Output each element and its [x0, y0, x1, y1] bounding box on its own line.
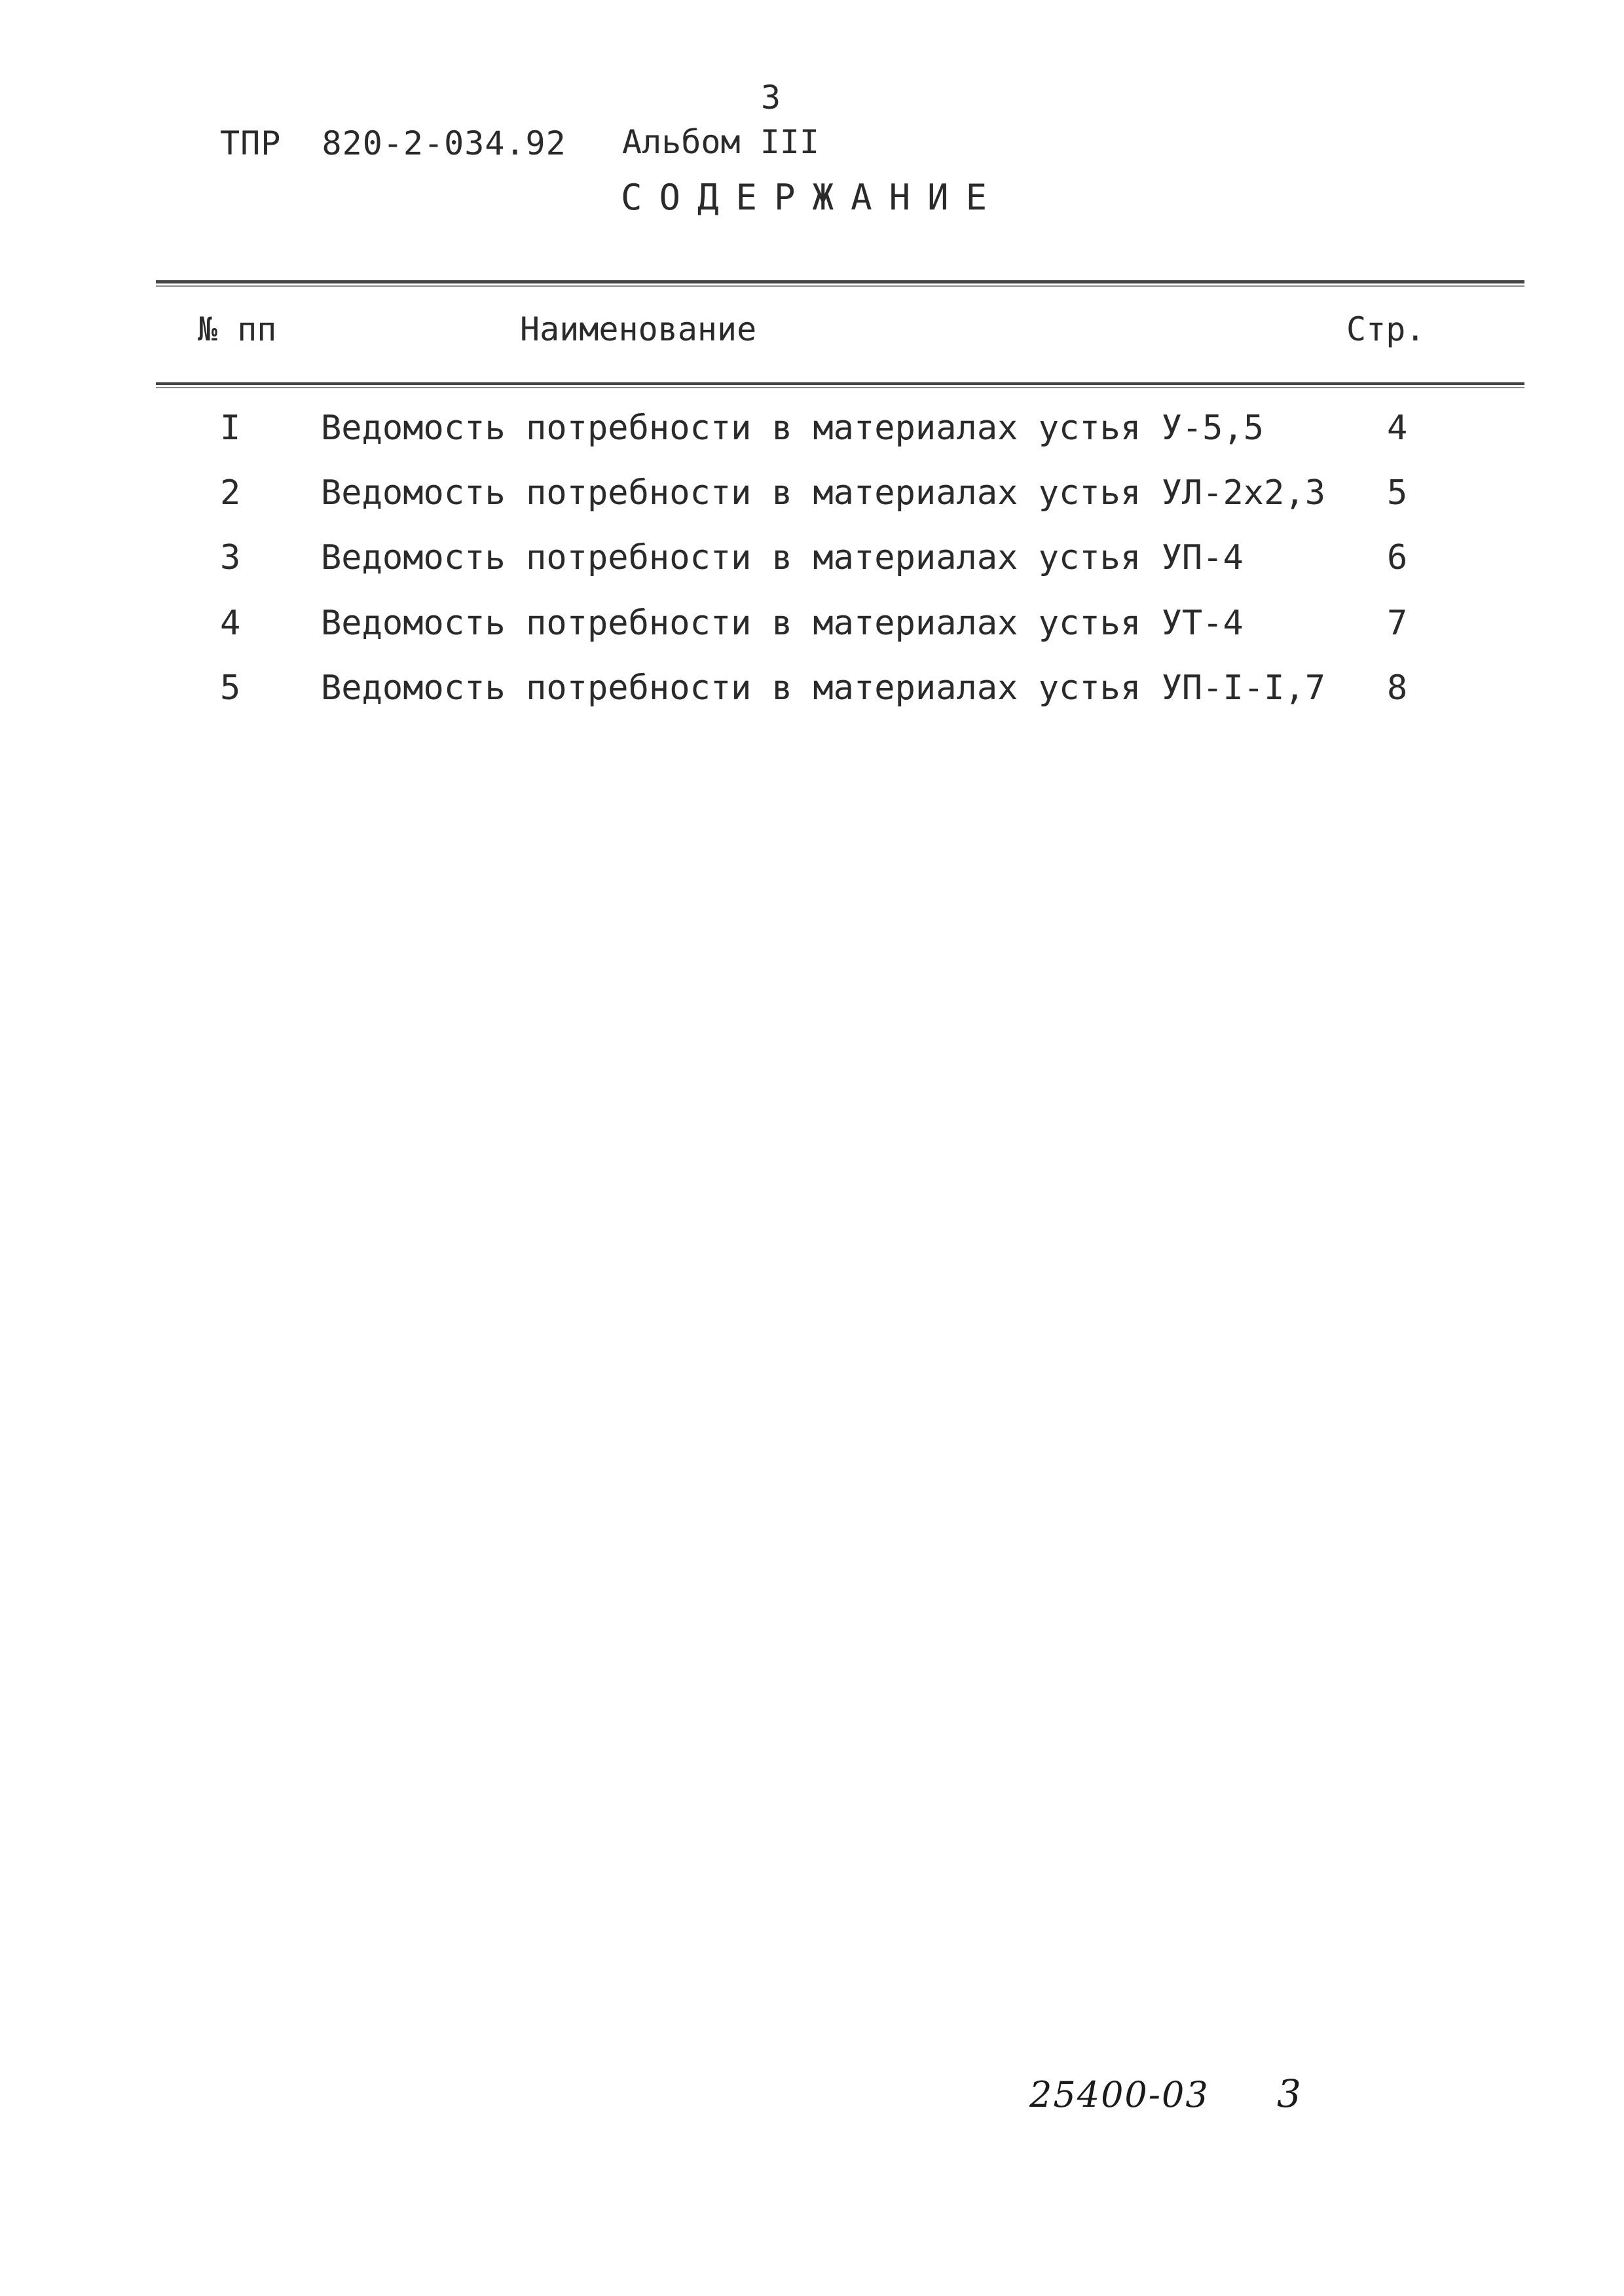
row-page: 5 [1387, 473, 1408, 513]
album-label: Альбом III [622, 123, 820, 161]
row-number: I [220, 409, 241, 448]
column-header-page: Стр. [1346, 310, 1426, 348]
row-page: 7 [1387, 604, 1408, 643]
table-top-rule-thin [156, 285, 1524, 287]
row-number: 3 [220, 538, 241, 577]
row-name: Ведомость потребности в материалах устья У-5,5 [321, 409, 1264, 448]
row-name: Ведомость потребности в материалах устья УЛ-2х2,3 [321, 473, 1326, 513]
row-number: 5 [220, 668, 241, 708]
table-row [0, 409, 1624, 467]
table-row [0, 604, 1624, 663]
row-page: 4 [1387, 409, 1408, 448]
table-top-rule [156, 280, 1524, 283]
table-header-rule [156, 382, 1524, 385]
handwritten-page-number: 3 [1277, 2071, 1301, 2116]
table-row [0, 538, 1624, 597]
table-row [0, 473, 1624, 532]
row-page: 8 [1387, 668, 1408, 708]
column-header-number: № пп [198, 310, 277, 348]
page-number: 3 [761, 79, 781, 117]
table-row [0, 668, 1624, 727]
handwritten-stamp-number: 25400-03 [1029, 2074, 1209, 2115]
row-number: 2 [220, 473, 241, 513]
column-header-name: Наименование [520, 310, 757, 348]
row-number: 4 [220, 604, 241, 643]
document-code: ТПР 820-2-034.92 [220, 124, 566, 162]
row-name: Ведомость потребности в материалах устья УП-I-I,7 [321, 668, 1326, 708]
row-name: Ведомость потребности в материалах устья УП-4 [321, 538, 1244, 577]
row-name: Ведомость потребности в материалах устья УТ-4 [321, 604, 1244, 643]
table-of-contents-title: СОДЕРЖАНИЕ [621, 177, 1005, 218]
row-page: 6 [1387, 538, 1408, 577]
table-header-rule-thin [156, 387, 1524, 388]
